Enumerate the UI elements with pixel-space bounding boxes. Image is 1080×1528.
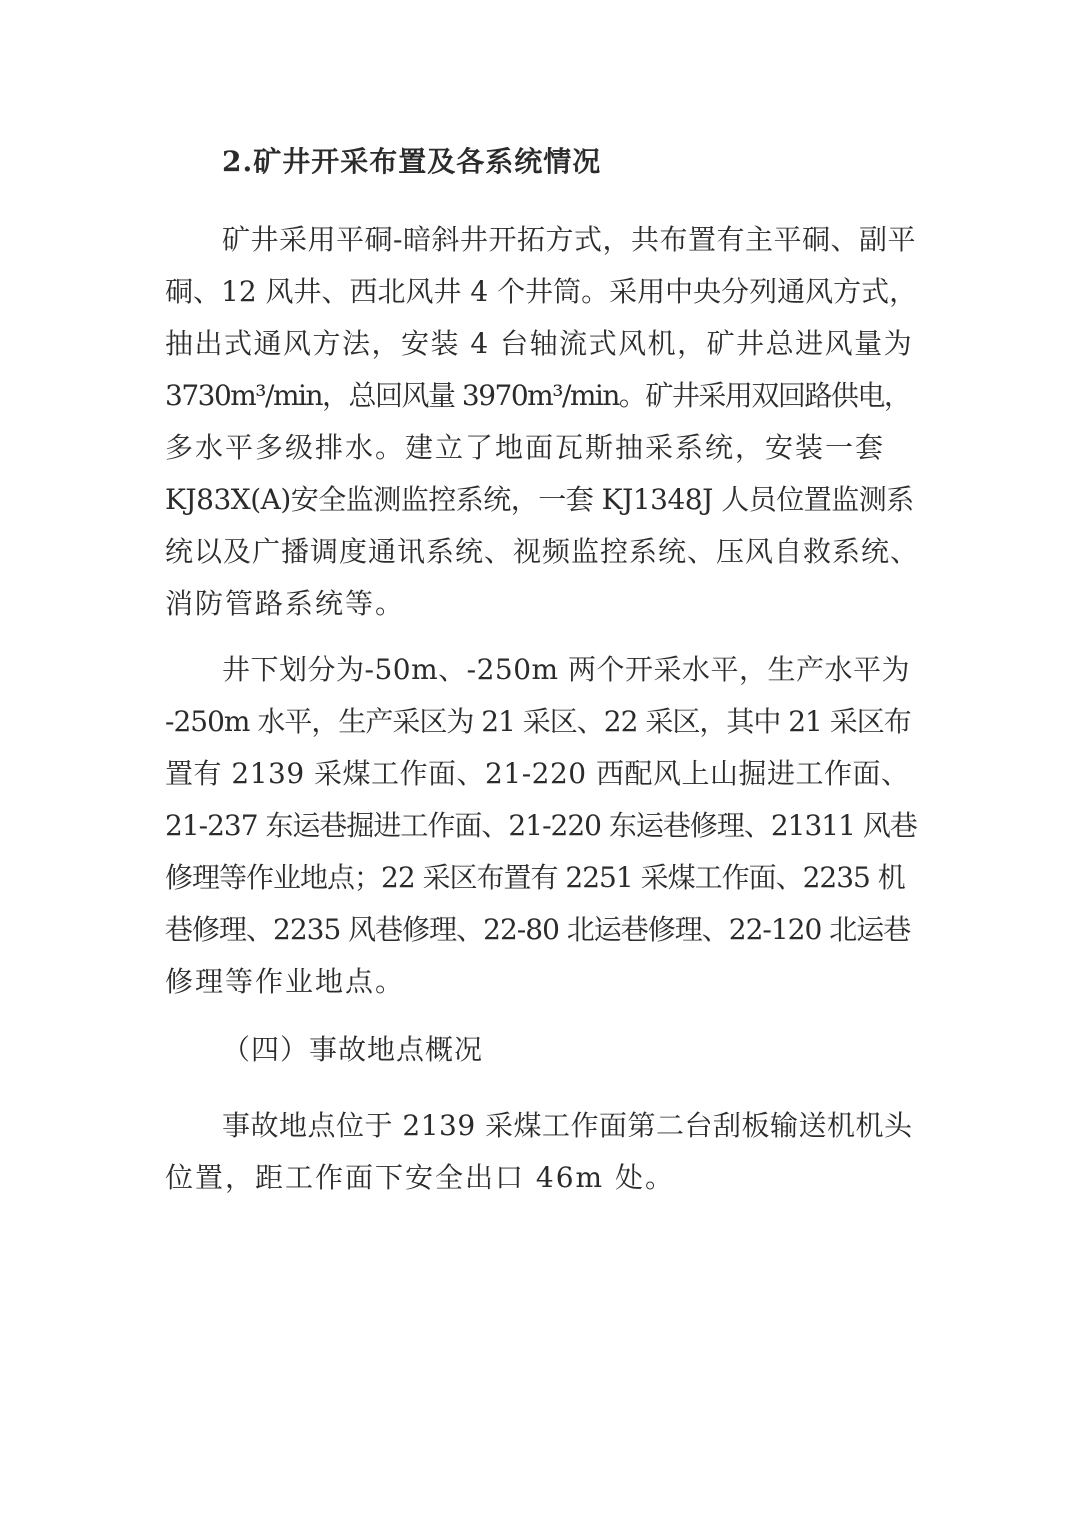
paragraph-line: 置有 2139 采煤工作面、21-220 西配风上山掘进工作面、 [165, 757, 910, 790]
paragraph-line: -250m 水平，生产采区为 21 采区、22 采区，其中 21 采区布 [165, 705, 911, 738]
paragraph-line: 21-237 东运巷掘进工作面、21-220 东运巷修理、21311 风巷 [165, 809, 917, 842]
paragraph-line: 矿井采用平硐-暗斜井开拓方式，共布置有主平硐、副平 [222, 223, 916, 256]
paragraph-line: KJ83X(A)安全监测监控系统，一套 KJ1348J 人员位置监测系 [165, 483, 914, 516]
paragraph-line: 位置，距工作面下安全出口 46m 处。 [165, 1161, 675, 1194]
paragraph-line: 消防管路系统等。 [165, 587, 406, 620]
section-heading: 2.矿井开采布置及各系统情况 [222, 145, 602, 178]
paragraph-line: 修理等作业地点。 [165, 965, 406, 998]
paragraph-line: 修理等作业地点；22 采区布置有 2251 采煤工作面、2235 机 [165, 861, 905, 894]
paragraph-line: 多水平多级排水。建立了地面瓦斯抽采系统，安装一套 [165, 431, 886, 464]
paragraph-line: 井下划分为-50m、-250m 两个开采水平，生产水平为 [222, 653, 910, 686]
paragraph-line: 硐、12 风井、西北风井 4 个井筒。采用中央分列通风方式， [165, 275, 918, 308]
paragraph-line: 抽出式通风方法，安装 4 台轴流式风机，矿井总进风量为 [165, 327, 914, 360]
paragraph-line: 事故地点位于 2139 采煤工作面第二台刮板输送机机头 [222, 1109, 913, 1142]
paragraph-line: 巷修理、2235 风巷修理、22-80 北运巷修理、22-120 北运巷 [165, 913, 911, 946]
section-title: （四）事故地点概况 [222, 1033, 484, 1066]
paragraph-line: 3730m³/min，总回风量 3970m³/min。矿井采用双回路供电， [165, 379, 911, 412]
paragraph-line: 统以及广播调度通讯系统、视频监控系统、压风自救系统、 [165, 535, 920, 568]
